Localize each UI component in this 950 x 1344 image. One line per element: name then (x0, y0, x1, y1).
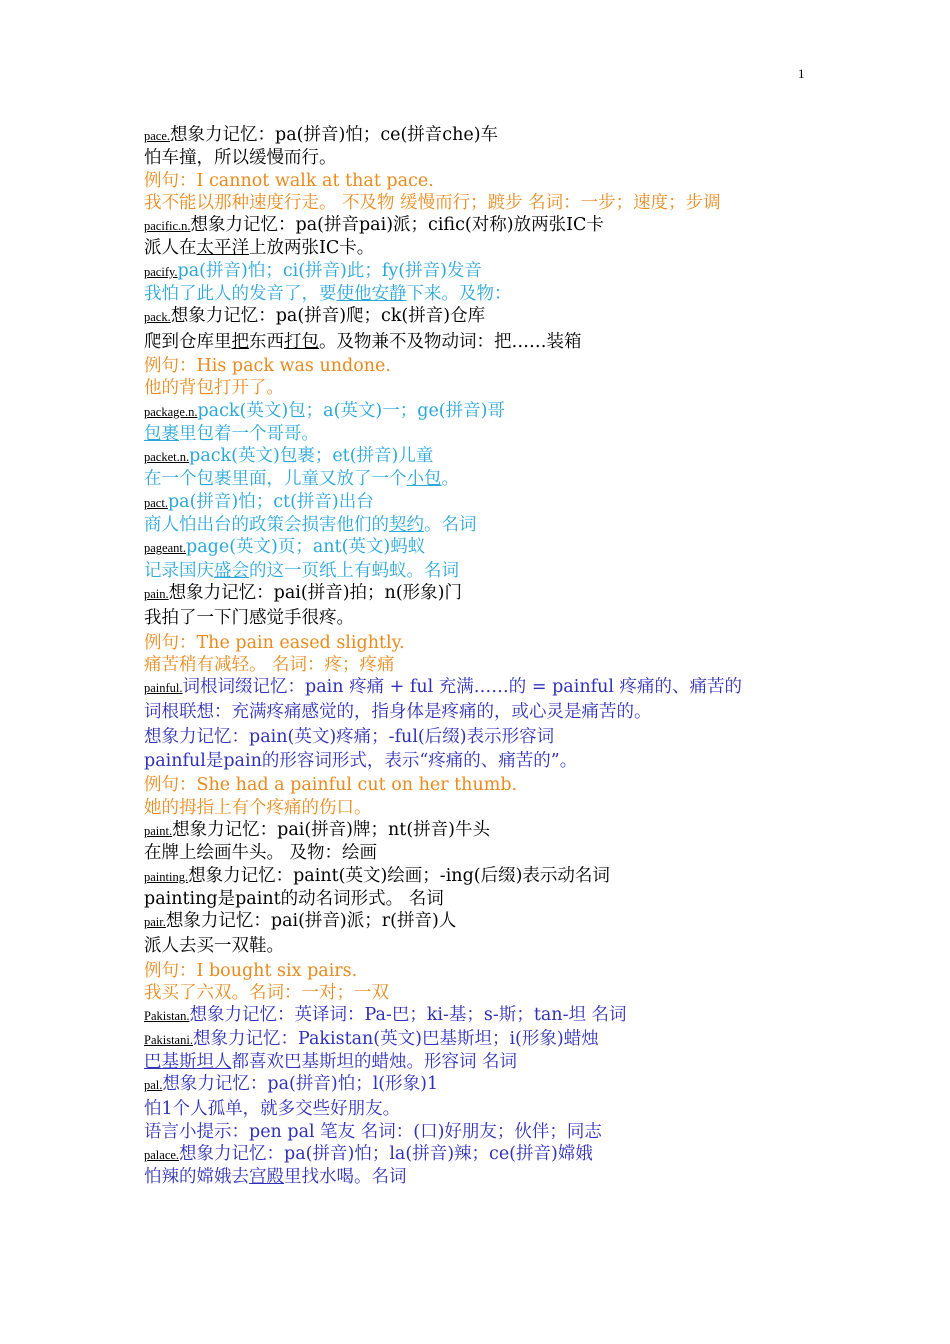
explanation: 我拍了一下门感觉手很疼。 (144, 608, 354, 629)
memory-tip: 想象力记忆：pai(拼音)牌；nt(拼音)牛头 (172, 819, 490, 840)
entry-header-packet (144, 445, 814, 468)
memory-tip: 想象力记忆：pa(拼音)爬；ck(拼音)仓库 (170, 306, 486, 327)
explanation: 包裹里包着一个哥哥。 (144, 423, 319, 444)
headword: pace. (144, 129, 171, 143)
example-sentence: 例句：His pack was undone. (144, 355, 391, 376)
explanation: painful是pain的形容词形式，表示“疼痛的、痛苦的”。 (144, 751, 578, 772)
entry-header-pact (144, 491, 814, 514)
example-translation: 他的背包打开了。 (144, 378, 284, 399)
entry-header-pacific (144, 214, 814, 237)
headword: pair. (144, 915, 166, 930)
memory-tip: 想象力记忆：pa(拼音pai)派；cific(对称)放两张IC卡 (190, 215, 604, 236)
memory-tip: 想象力记忆：英译词：Pa-巴；ki-基；s-斯；tan-坦 名词 (189, 1005, 627, 1026)
highlighted-term: 使他安静 (336, 284, 407, 305)
example-sentence: 例句：I cannot walk at that pace. (144, 170, 434, 191)
explanation: 在牌上绘画牛头。 及物：绘画 (144, 843, 378, 864)
entry-header-pack (144, 305, 814, 328)
highlighted-term: 把 (231, 331, 249, 352)
memory-tip: pack(英文)包裹；et(拼音)儿童 (189, 446, 434, 467)
highlighted-term: 太平洋 (196, 238, 249, 259)
memory-tip: 想象力记忆：Pakistan(英文)巴基斯坦；i(形象)蜡烛 (192, 1028, 599, 1049)
headword: pacific.n. (144, 219, 191, 234)
entry-header-pal (144, 1073, 814, 1096)
entry-header-painting (144, 865, 814, 888)
explanation: 怕辣的嫦娥去宫殿里找水喝。名词 (144, 1167, 407, 1188)
memory-tip: 想象力记忆：pai(拼音)派；r(拼音)人 (165, 911, 457, 932)
explanation: 商人怕出台的政策会损害他们的契约。名词 (144, 515, 477, 536)
entry-header-palace (144, 1143, 814, 1166)
entry-header-pace (144, 124, 814, 147)
explanation: 派人在太平洋上放两张IC卡。 (144, 238, 375, 259)
memory-tip: 想象力记忆：pain(英文)疼痛；-ful(后缀)表示形容词 (144, 726, 555, 747)
memory-tip: pack(英文)包；a(英文)一；ge(拼音)哥 (197, 400, 505, 421)
headword: pacify. (144, 264, 178, 279)
explanation: 记录国庆盛会的这一页纸上有蚂蚁。名词 (144, 560, 459, 581)
explanation: 巴基斯坦人都喜欢巴基斯坦的蜡烛。形容词 名词 (144, 1051, 518, 1072)
explanation: 怕车撞，所以缓慢而行。 (144, 148, 337, 169)
memory-tip: pa(拼音)怕；ct(拼音)出台 (167, 491, 374, 512)
entry-header-package (144, 400, 814, 423)
headword: package.n. (144, 404, 198, 419)
headword: pact. (144, 495, 168, 510)
entry-header-pageant (144, 536, 814, 559)
memory-tip: page(英文)页；ant(英文)蚂蚁 (186, 537, 426, 558)
example-translation: 她的拇指上有个疼痛的伤口。 (144, 797, 372, 818)
headword: Pakistan. (144, 1009, 190, 1024)
entry-header-paint (144, 819, 814, 842)
headword: pageant. (144, 541, 186, 556)
entry-header-painful (144, 676, 814, 699)
entry-header-pakistan (144, 1004, 814, 1027)
memory-tip: 想象力记忆：paint(英文)绘画；-ing(后缀)表示动名词 (188, 865, 610, 886)
headword: packet.n. (144, 450, 190, 465)
example-sentence: 例句：I bought six pairs. (144, 960, 358, 981)
highlighted-term: 包裹 (144, 423, 179, 444)
explanation: 派人去买一双鞋。 (144, 936, 284, 957)
headword: Pakistani. (144, 1032, 193, 1047)
example-translation: 我买了六双。名词：一对；一双 (144, 982, 389, 1003)
highlighted-term: 盛会 (214, 560, 249, 581)
highlighted-term: 契约 (389, 515, 424, 536)
headword: pal. (144, 1078, 163, 1093)
highlighted-term: 小包 (406, 469, 442, 490)
headword: painful. (144, 681, 183, 696)
headword: pain. (144, 586, 169, 601)
explanation: 在一个包裹里面，儿童又放了一个小包。 (144, 469, 459, 490)
example-sentence: 例句：She had a painful cut on her thumb. (144, 775, 518, 796)
explanation: painting是paint的动名词形式。 名词 (144, 888, 444, 909)
example-sentence: 例句：The pain eased slightly. (144, 632, 405, 653)
example-translation: 痛苦稍有减轻。 名词：疼；疼痛 (144, 654, 395, 675)
entry-header-pain (144, 582, 814, 605)
word-root-tip: 词根词缀记忆：pain 疼痛 + ful 充满……的 = painful 疼痛的、痛苦的 (182, 677, 743, 698)
explanation: 怕1个人孤单，就多交些好朋友。 (144, 1099, 401, 1120)
memory-tip: 想象力记忆：pa(拼音)怕；ce(拼音che)车 (170, 125, 499, 145)
root-association: 词根联想：充满疼痛感觉的，指身体是疼痛的，或心灵是痛苦的。 (144, 702, 652, 723)
explanation: 爬到仓库里把东西打包。及物兼不及物动词：把……装箱 (144, 331, 582, 352)
highlighted-term: 打包 (284, 331, 319, 352)
entry-header-pair (144, 910, 814, 933)
highlighted-term: 宫殿 (249, 1167, 284, 1188)
vocabulary-list (144, 124, 814, 1189)
language-tip: 语言小提示：pen pal 笔友 名词：(口)好朋友；伙伴；同志 (144, 1121, 602, 1142)
headword: paint. (144, 823, 173, 838)
memory-tip: 想象力记忆：pa(拼音)怕；l(形象)1 (162, 1074, 439, 1095)
headword: painting. (144, 869, 189, 884)
explanation: 我怕了此人的发音了，要使他安静下来。及物： (144, 284, 512, 305)
example-translation: 我不能以那种速度行走。 不及物 缓慢而行；踱步 名词：一步；速度；步调 (144, 192, 721, 213)
entry-header-pacify (144, 260, 814, 283)
entry-header-pakistani (144, 1028, 814, 1051)
memory-tip: pa(拼音)怕；ci(拼音)此；fy(拼音)发音 (177, 260, 482, 281)
memory-tip: 想象力记忆：pa(拼音)怕；la(拼音)辣；ce(拼音)嫦娥 (179, 1144, 593, 1165)
headword: palace. (144, 1148, 180, 1163)
page-number: 1 (798, 66, 805, 81)
highlighted-term: 巴基斯坦人 (144, 1051, 232, 1072)
memory-tip: 想象力记忆：pai(拼音)拍；n(形象)门 (168, 582, 462, 603)
headword: pack. (144, 310, 171, 325)
